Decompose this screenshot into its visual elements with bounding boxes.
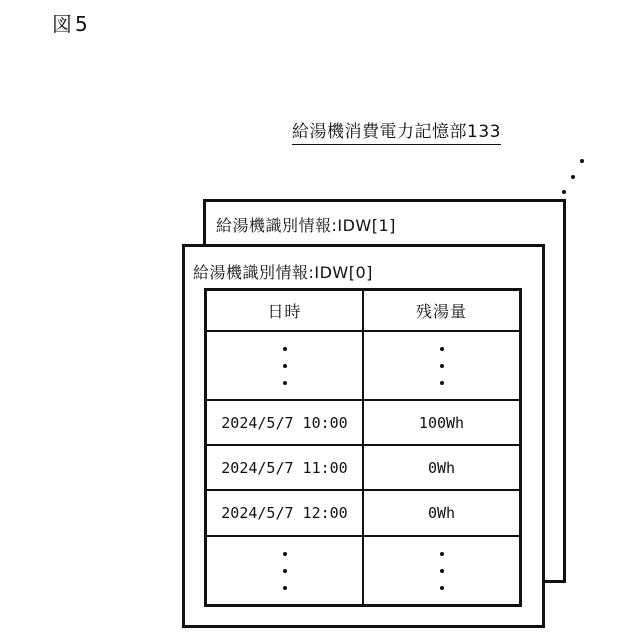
continuation-ellipsis-icon bbox=[580, 159, 584, 163]
table-cell-amount: 100Wh bbox=[364, 401, 519, 446]
vertical-ellipsis-icon bbox=[440, 347, 444, 385]
table-row-ellipsis-cell bbox=[207, 332, 364, 401]
memory-unit-title: 給湯機消費電力記憶部133 bbox=[292, 117, 501, 145]
card-idw0-label: 給湯機識別情報:IDW[0] bbox=[193, 263, 373, 282]
card-idw1-label: 給湯機識別情報:IDW[1] bbox=[216, 216, 396, 235]
table-row-ellipsis-cell bbox=[207, 537, 364, 604]
vertical-ellipsis-icon bbox=[440, 552, 444, 590]
table-cell-amount: 0Wh bbox=[364, 446, 519, 491]
record-card-idw0 bbox=[182, 244, 545, 628]
table-cell-amount: 0Wh bbox=[364, 491, 519, 537]
table-cell-datetime: 2024/5/7 12:00 bbox=[207, 491, 364, 537]
table-cell-datetime: 2024/5/7 10:00 bbox=[207, 401, 364, 446]
table-row-ellipsis-cell bbox=[364, 537, 519, 604]
vertical-ellipsis-icon bbox=[283, 347, 287, 385]
column-header-amount: 残湯量 bbox=[364, 291, 519, 332]
table-row-ellipsis-cell bbox=[364, 332, 519, 401]
continuation-ellipsis-icon bbox=[571, 175, 575, 179]
continuation-ellipsis-icon bbox=[562, 190, 566, 194]
hot-water-history-table bbox=[204, 288, 522, 607]
table-cell-datetime: 2024/5/7 11:00 bbox=[207, 446, 364, 491]
vertical-ellipsis-icon bbox=[283, 552, 287, 590]
column-header-datetime: 日時 bbox=[207, 291, 364, 332]
figure-number-label: 図5 bbox=[52, 12, 91, 36]
